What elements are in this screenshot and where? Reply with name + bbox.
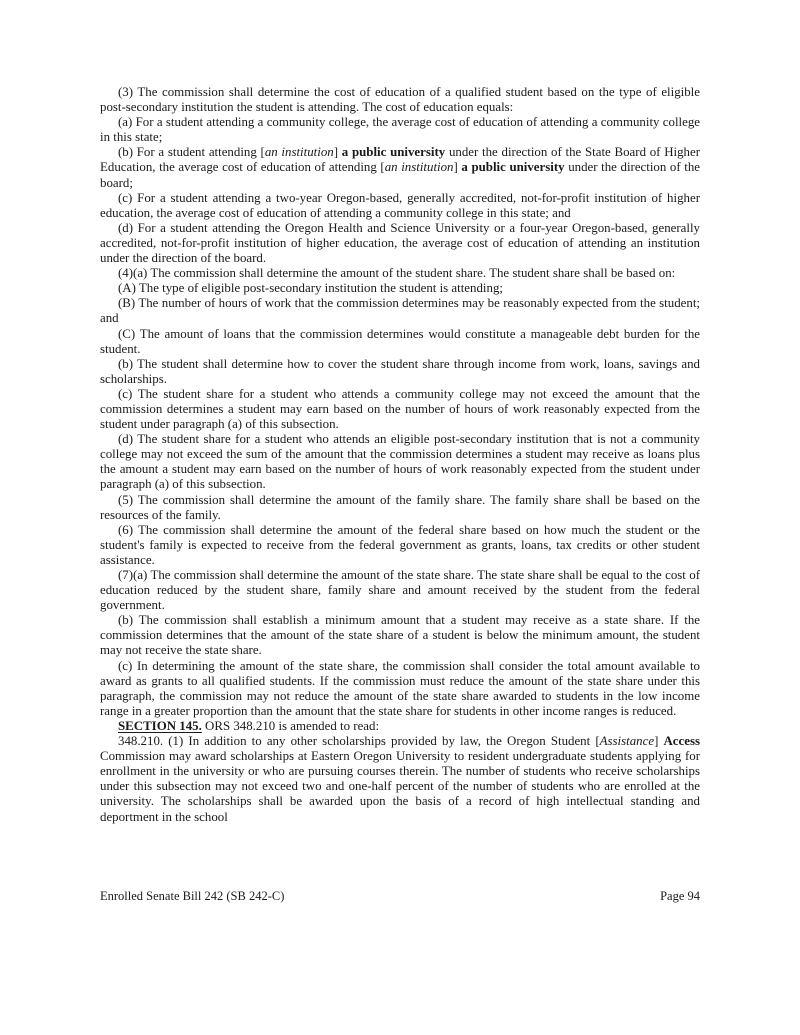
paragraph: (d) For a student attending the Oregon Health and Science University or a four-year Oregon-based, generally accredited, not-for-profit institution of higher education, the average cost of education of attending an institution under the direction of the board.: [100, 220, 700, 266]
paragraph: (A) The type of eligible post-secondary institution the student is attending;: [118, 281, 503, 296]
deleted-text: Assistance: [599, 734, 655, 749]
paragraph: (C) The amount of loans that the commission determines would constitute a manageable debt burden for the student.: [100, 326, 700, 356]
footer-bill-title: Enrolled Senate Bill 242 (SB 242-C): [100, 889, 285, 903]
paragraph: (b) The student shall determine how to cover the student share through income from work, loans, savings and scholarships.: [100, 356, 700, 386]
deleted-text: an institution: [264, 145, 334, 160]
paragraph: (b) The commission shall establish a minimum amount that a student may receive as a state share. If the commission determines that the amount of the state share of a student is below the minimum amount, the student may not receive the state share.: [100, 613, 700, 658]
inserted-text: Access: [663, 734, 701, 749]
paragraph: (7)(a) The commission shall determine the amount of the state share. The state share shall be equal to the cost of education reduced by the student share, family share and amount received by the student from the federal government.: [100, 568, 700, 613]
paragraph: (d) The student share for a student who attends an eligible post-secondary institution that is not a community college may not exceed the sum of the amount that the commission determines a student may receive as loans plus the amount a student may earn based on the number of hours of work reasonably expected from the student under paragraph (a) of this subsection.: [100, 432, 700, 492]
paragraph: (B) The number of hours of work that the commission determines may be reasonably expected from the student; and: [100, 296, 700, 326]
paragraph: (4)(a) The commission shall determine the amount of the student share. The student share shall be based on:: [118, 266, 676, 281]
paragraph: (3) The commission shall determine the cost of education of a qualified student based on the type of eligible post-secondary institution the student is attending. The cost of education equals:: [100, 85, 700, 115]
inserted-text: a public university: [461, 160, 565, 175]
paragraph: (c) For a student attending a two-year Oregon-based, generally accredited, not-for-profit institution of higher education, the average cost of education of attending a community college in this state; and: [100, 190, 700, 220]
footer-page-number: Page 94: [660, 889, 700, 903]
bill-text: [100, 85, 700, 825]
paragraph: (b) For a student attending [an institution] a public university under the direction of the State Board of Higher Education, the average cost of education of attending [an institution] a public university under the direction of the board;: [100, 145, 701, 190]
page-footer: [100, 889, 700, 904]
paragraph: (c) The student share for a student who attends a community college may not exceed the amount that the commission determines a student may earn based on the number of hours of work reasonably expected from the student under paragraph (a) of this subsection.: [100, 386, 700, 432]
paragraph: 348.210. (1) In addition to any other scholarships provided by law, the Oregon Student [Assistance] Access Commission may award scholarships at Eastern Oregon University to resident undergraduate students applying for enrollment in the university or who are pursuing courses therein. The number of students who receive scholarships under this subsection may not exceed two and one-half percent of the number of students who are enrolled at the university. The scholarships shall be awarded upon the basis of a record of high intellectual standing and deportment in the school: [100, 734, 701, 824]
deleted-text: an institution: [384, 160, 454, 175]
paragraph: (6) The commission shall determine the amount of the federal share based on how much the student or the student's family is expected to receive from the federal government as grants, loans, tax credits or other student assistance.: [100, 522, 700, 567]
inserted-text: a public university: [341, 145, 446, 160]
paragraph: (a) For a student attending a community college, the average cost of education of attending a community college in this state;: [100, 115, 700, 145]
paragraph: (5) The commission shall determine the amount of the family share. The family share shall be based on the resources of the family.: [100, 492, 700, 522]
paragraph: (c) In determining the amount of the state share, the commission shall consider the total amount available to award as grants to all qualified students. If the commission must reduce the amount of the state share under this paragraph, the commission may not reduce the amount of the state share awarded to students in the low income range in a greater proportion than the amount that the state share for students in other income ranges is reduced.: [100, 658, 700, 718]
section-heading: SECTION 145.: [118, 718, 202, 733]
paragraph: SECTION 145. ORS 348.210 is amended to read:: [118, 718, 380, 733]
